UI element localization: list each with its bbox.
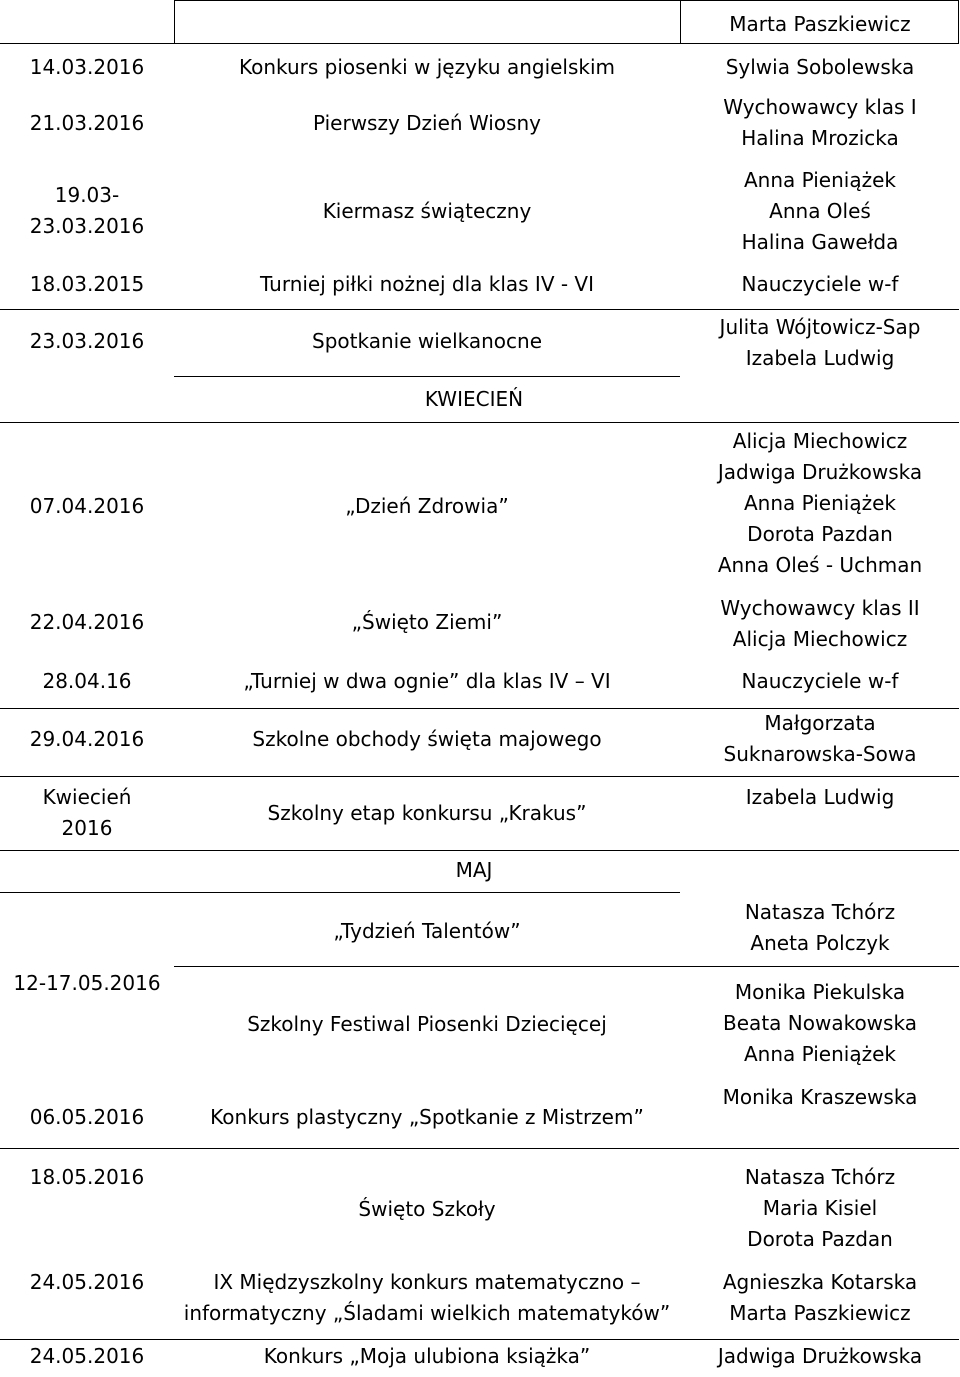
organizer-cell — [680, 312, 960, 374]
event-title: „Turniej w dwa ognie” dla klas IV – VI — [243, 669, 611, 693]
event-title: „Dzień Zdrowia” — [345, 494, 509, 518]
month-title: MAJ — [455, 858, 493, 882]
date-cell — [0, 666, 174, 697]
event-date: 23.03.2016 — [29, 329, 145, 353]
event-date: 28.04.16 — [42, 669, 132, 693]
event-cell — [174, 92, 680, 154]
organizer-cell — [680, 897, 960, 959]
event-date: 18.03.2015 — [29, 272, 145, 296]
event-date: 23.03.2016 — [29, 214, 145, 238]
organizer-name: Nauczyciele w-f — [741, 272, 899, 296]
event-cell — [174, 724, 680, 755]
event-title: Konkurs plastyczny „Spotkanie z Mistrzem” — [210, 1105, 644, 1129]
organizer-cell — [680, 593, 960, 655]
event-title: Konkurs „Moja ulubiona książka” — [263, 1344, 591, 1368]
organizer-name: Suknarowska-Sowa — [723, 742, 917, 766]
event-title: „Tydzień Talentów” — [333, 919, 521, 943]
date-cell — [0, 269, 174, 300]
event-cell — [174, 798, 680, 829]
organizer-name: Izabela Ludwig — [745, 785, 895, 809]
organizer-name: Anna Oleś - Uchman — [717, 553, 923, 577]
event-date: 06.05.2016 — [29, 1105, 145, 1129]
event-date: 2016 — [61, 816, 113, 840]
organizer-name: Anna Pieniążek — [743, 491, 896, 515]
event-cell — [174, 916, 680, 947]
grid-line — [0, 422, 959, 423]
organizer-name: Monika Kraszewska — [722, 1085, 918, 1109]
organizer-name: Dorota Pazdan — [747, 1227, 893, 1251]
organizer-cell — [680, 4, 960, 44]
date-cell — [0, 782, 174, 844]
event-cell — [174, 1009, 680, 1040]
organizer-name: Anna Oleś — [769, 198, 871, 223]
event-date: 12-17.05.2016 — [13, 971, 161, 995]
organizer-cell — [680, 1267, 960, 1329]
event-title: informatyczny „Śladami wielkich matematyków” — [183, 1301, 671, 1325]
event-title: Spotkanie wielkanocne — [312, 329, 542, 353]
organizer-name: Jadwiga Drużkowska — [717, 1344, 923, 1368]
organizer-cell — [680, 426, 960, 581]
event-title: Szkolny etap konkursu „Krakus” — [267, 801, 587, 825]
organizer-name: Sylwia Sobolewska — [725, 55, 915, 79]
date-cell — [0, 52, 174, 83]
date-cell — [0, 607, 174, 638]
event-date: 21.03.2016 — [29, 110, 145, 135]
organizer-cell — [680, 92, 960, 154]
event-date: 07.04.2016 — [29, 494, 145, 518]
organizer-name: Alicja Miechowicz — [732, 627, 908, 651]
organizer-name: Izabela Ludwig — [745, 346, 895, 370]
organizer-cell — [680, 708, 960, 770]
date-cell — [0, 326, 174, 357]
event-cell — [174, 326, 680, 357]
organizer-name: Aneta Polczyk — [750, 931, 890, 955]
event-date: 18.05.2016 — [29, 1165, 145, 1189]
event-title: Konkurs piosenki w języku angielskim — [238, 55, 616, 79]
organizer-name: Maria Kisiel — [762, 1196, 878, 1220]
organizer-name: Wychowawcy klas I — [723, 95, 917, 119]
event-date: 24.05.2016 — [29, 1270, 145, 1294]
event-title: Szkolny Festiwal Piosenki Dziecięcej — [247, 1012, 607, 1036]
grid-line — [174, 0, 959, 1]
grid-line — [174, 0, 175, 44]
date-cell — [0, 1267, 174, 1298]
grid-line — [174, 376, 680, 377]
organizer-name: Agnieszka Kotarska — [722, 1270, 918, 1294]
organizer-cell — [680, 1162, 960, 1255]
event-cell — [174, 607, 680, 638]
date-cell — [0, 491, 174, 522]
organizer-name: Natasza Tchórz — [744, 900, 896, 924]
date-cell — [0, 1162, 174, 1193]
grid-line — [174, 966, 959, 967]
event-date: 24.05.2016 — [29, 1344, 145, 1368]
event-title: Szkolne obchody święta majowego — [252, 727, 602, 751]
event-cell — [174, 491, 680, 522]
organizer-name: Wychowawcy klas II — [720, 596, 920, 620]
organizer-name: Julita Wójtowicz-Sap — [719, 315, 921, 339]
organizer-name: Beata Nowakowska — [723, 1011, 917, 1035]
date-cell — [0, 1102, 174, 1133]
event-date: 19.03- — [54, 183, 120, 207]
organizer-cell — [680, 1341, 960, 1372]
organizer-name: Marta Paszkiewicz — [729, 11, 911, 36]
organizer-name: Anna Pieniążek — [743, 1042, 896, 1066]
organizer-cell — [680, 782, 960, 813]
organizer-cell — [680, 164, 960, 258]
month-heading-april — [174, 384, 774, 415]
date-cell — [0, 164, 174, 258]
grid-line — [0, 892, 680, 893]
organizer-name: Natasza Tchórz — [744, 1165, 896, 1189]
event-title: „Święto Ziemi” — [351, 610, 503, 634]
organizer-name: Monika Piekulska — [734, 980, 906, 1004]
event-title: Turniej piłki nożnej dla klas IV - VI — [259, 272, 595, 296]
organizer-name: Małgorzata — [764, 711, 876, 735]
event-cell — [174, 52, 680, 83]
grid-line — [0, 1148, 959, 1149]
event-title: Święto Szkoły — [358, 1197, 496, 1221]
date-cell — [0, 968, 174, 999]
event-cell — [174, 164, 680, 258]
event-cell — [174, 1102, 680, 1133]
organizer-name: Jadwiga Drużkowska — [717, 460, 923, 484]
event-cell — [174, 269, 680, 300]
organizer-name: Marta Paszkiewicz — [729, 1301, 911, 1325]
organizer-cell — [680, 977, 960, 1070]
event-title: Kiermasz świąteczny — [322, 198, 532, 223]
grid-line — [0, 850, 959, 851]
organizer-cell — [680, 1082, 960, 1113]
grid-line — [0, 1339, 959, 1340]
grid-line — [0, 776, 959, 777]
event-cell — [174, 666, 680, 697]
event-date: Kwiecień — [42, 785, 132, 809]
event-cell — [174, 1341, 680, 1372]
organizer-name: Dorota Pazdan — [747, 522, 893, 546]
organizer-name: Halina Mrozicka — [741, 126, 899, 150]
event-cell — [174, 1194, 680, 1225]
event-title: IX Międzyszkolny konkurs matematyczno – — [213, 1270, 641, 1294]
organizer-cell — [680, 269, 960, 300]
grid-line — [0, 309, 959, 310]
organizer-name: Halina Gawełda — [741, 229, 899, 254]
event-date: 29.04.2016 — [29, 727, 145, 751]
organizer-name: Alicja Miechowicz — [732, 429, 908, 453]
event-title: Pierwszy Dzień Wiosny — [312, 110, 542, 135]
event-date: 14.03.2016 — [29, 55, 145, 79]
date-cell — [0, 724, 174, 755]
event-cell — [164, 1267, 690, 1329]
month-heading-may — [174, 855, 774, 886]
organizer-cell — [680, 52, 960, 83]
month-title: KWIECIEŃ — [424, 387, 524, 411]
organizer-cell — [680, 666, 960, 697]
date-cell — [0, 92, 174, 154]
date-cell — [0, 1341, 174, 1372]
organizer-name: Nauczyciele w-f — [741, 669, 899, 693]
event-date: 22.04.2016 — [29, 610, 145, 634]
organizer-name: Anna Pieniążek — [743, 167, 896, 192]
